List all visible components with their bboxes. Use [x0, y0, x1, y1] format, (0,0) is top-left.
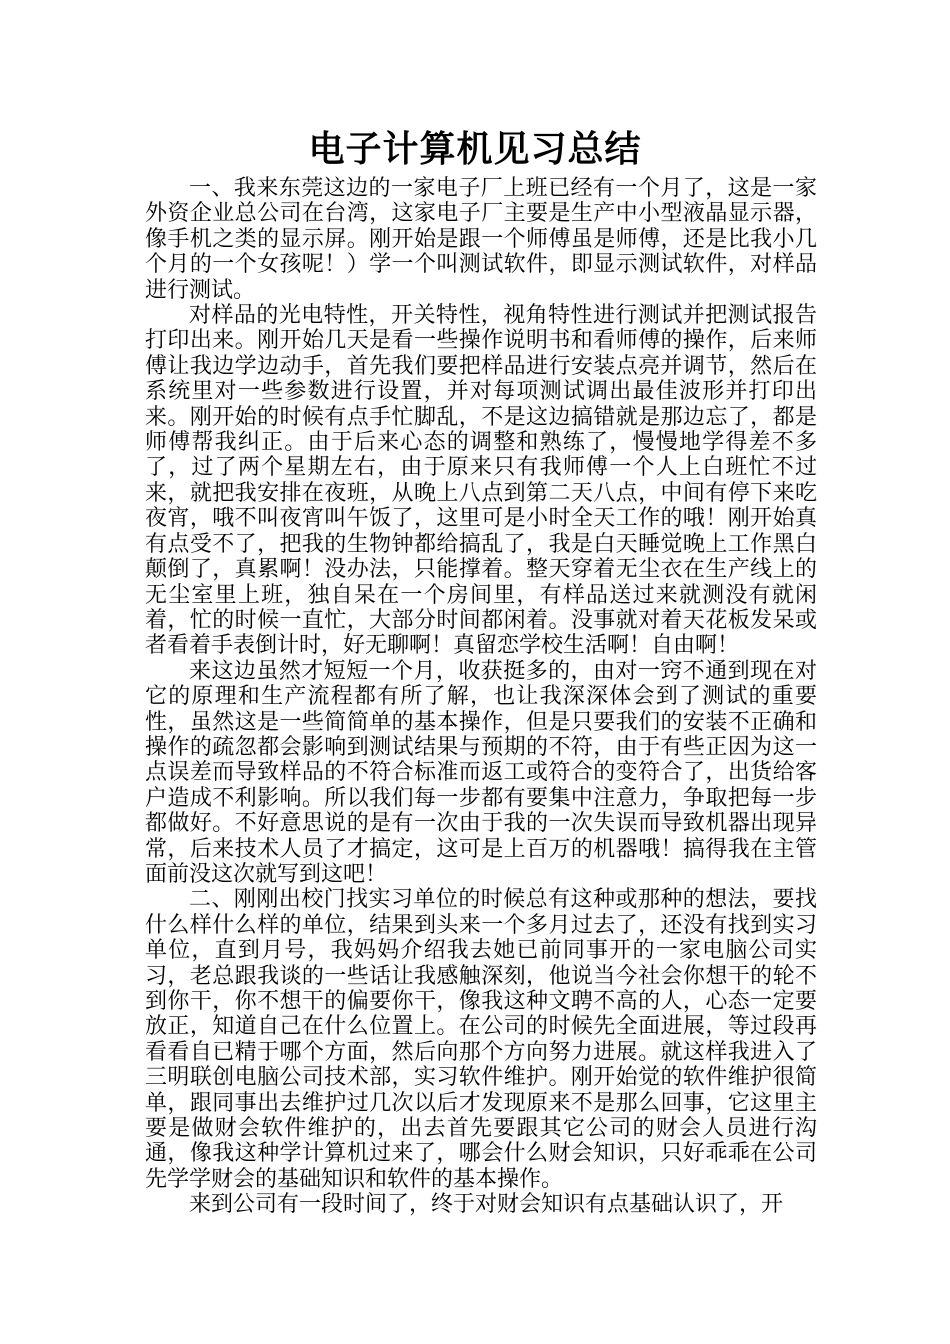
- paragraph-3: 来这边虽然才短短一个月，收获挺多的，由对一窍不通到现在对它的原理和生产流程都有所了解，也让我深深体会到了测试的重要性，虽然这是一些简简单的基本操作，但是只要我们的安装不正确和操作的疏忽都会影响到测试结果与预期的不符，由于有些正因为这一点误差而导致样品的不符合标准而返工或符合的变符合了，出货给客户造成不利影响。所以我们每一步都有要集中注意力，争取把每一步都做好。不好意思说的是有一次由于我的一次失误而导致机器出现异常，后来技术人员了才搞定，这可是上百万的机器哦！搞得我在主管面前没这次就写到这吧！: [145, 658, 817, 887]
- document-title: 电子计算机见习总结: [308, 129, 642, 170]
- paragraph-5: 来到公司有一段时间了，终于对财会知识有点基础认识了，开: [189, 1192, 784, 1218]
- paragraph-2: 对样品的光电特性，开关特性，视角特性进行测试并把测试报告打印出来。刚开始几天是看一些操作说明书和看师傅的操作，后来师傅让我边学边动手，首先我们要把样品进行安装点亮并调节，然后在系统里对一些参数进行设置，并对每项测试调出最佳波形并打印出来。刚开始的时候有点手忙脚乱，不是这边搞错就是那边忘了，都是师傅帮我纠正。由于后来心态的调整和熟练了，慢慢地学得差不多了，过了两个星期左右，由于原来只有我师傅一个人上白班忙不过来，就把我安排在夜班，从晚上八点到第二天八点，中间有停下来吃夜宵，哦不叫夜宵叫午饭了，这里可是小时全天工作的哦！刚开始真有点受不了，把我的生物钟都给搞乱了，我是白天睡觉晚上工作黑白颠倒了，真累啊！没办法，只能撑着。整天穿着无尘衣在生产线上的无尘室里上班，独自呆在一个房间里，有样品送过来就测没有就闲着，忙的时候一直忙，大部分时间都闲着。没事就对着天花板发呆或者看着手表倒计时，好无聊啊！真留恋学校生活啊！自由啊！: [145, 303, 817, 659]
- paragraph-4: 二、刚刚出校门找实习单位的时候总有这种或那种的想法，要找什么样什么样的单位，结果到头来一个多月过去了，还没有找到实习单位，直到月号，我妈妈介绍我去她已前同事开的一家电脑公司实习，老总跟我谈的一些话让我感触深刻，他说当今社会你想干的轮不到你干，你不想干的偏要你干，像我这种文聘不高的人，心态一定要放正，知道自己在什么位置上。在公司的时候先全面进展，等过段再看看自已精于哪个方面，然后向那个方向努力进展。就这样我进入了三明联创电脑公司技术部，实习软件维护。刚开始觉的软件维护很简单，跟同事出去维护过几次以后才发现原来不是那么回事，它这里主要是做财会软件维护的，出去首先要跟其它公司的财会人员进行沟通，像我这种学计算机过来了，哪会什么财会知识，只好乖乖在公司先学学财会的基础知识和软件的基本操作。: [145, 887, 817, 1192]
- document-body: [145, 176, 817, 1218]
- paragraph-1: 一、我来东莞这边的一家电子厂上班已经有一个月了，这是一家外资企业总公司在台湾，这家电子厂主要是生产中小型液晶显示器，像手机之类的显示屏。刚开始是跟一个师傅虽是师傅，还是比我小几个月的一个女孩呢！）学一个叫测试软件，即显示测试软件，对样品进行测试。: [145, 176, 817, 303]
